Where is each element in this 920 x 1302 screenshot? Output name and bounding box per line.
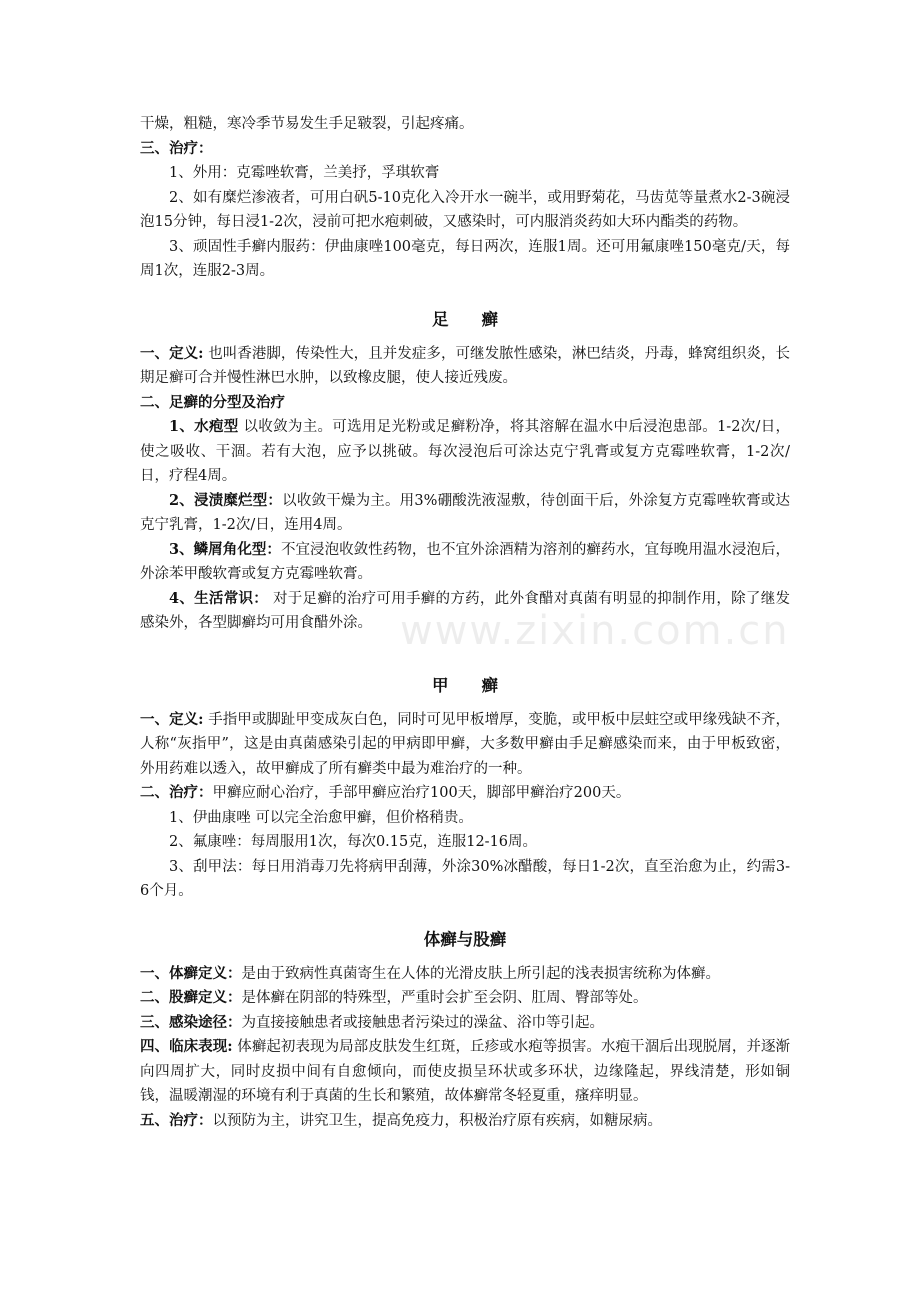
tixuan-row-text: 是体癣在阴部的特殊型，严重时会扩至会阴、肛周、臀部等处。: [241, 990, 648, 1006]
intro-treatment-item: 1、外用：克霉唑软膏，兰美抒，孚琪软膏: [169, 165, 440, 181]
tixuan-row: [140, 1011, 790, 1036]
jiaxuan-treatment-text: 甲癣应耐心治疗，手部甲癣应治疗100天，脚部甲癣治疗200天。: [212, 785, 631, 801]
tixuan-row-label: 三、感染途径：: [140, 1013, 242, 1031]
jiaxuan-treatment-item: 1、伊曲康唑 可以完全治愈甲癣，但价格稍贵。: [169, 809, 473, 826]
tixuan-row-label: 二、股癣定义：: [140, 989, 242, 1006]
zuxuan-type-label: 2、浸渍糜烂型：: [169, 491, 283, 509]
intro-treatment-heading: 三、治疗：: [140, 139, 213, 157]
tixuan-row: [140, 986, 790, 1011]
zuxuan-definition-label: 一、定义:: [140, 344, 204, 362]
section-title-jiaxuan: 甲 癣: [432, 675, 498, 695]
jiaxuan-treatment: [140, 781, 790, 806]
zuxuan-type-text: 对于足癣的治疗可用手癣的方药，此外食醋对真菌有明显的抑制作用，除了继发感染外，各型脚癣均可用食醋外涂。: [140, 590, 790, 631]
zuxuan-type-text: 以收敛为主。可选用足光粉或足癣粉净，将其溶解在温水中后浸泡患部。1-2次/日，使之吸收、干涸。若有大泡，应予以挑破。每次浸泡后可涂达克宁乳膏或复方克霉唑软膏，1-2次/日，疗程4周。: [140, 419, 791, 484]
jiaxuan-definition-text: 手指甲或脚趾甲变成灰白色，同时可见甲板增厚，变脆，或甲板中层蛀空或甲缘残缺不齐，人称“灰指甲”，这是由真菌感染引起的甲病即甲癣，大多数甲癣由手足癣感染而来，由于甲板致密，外用药难以透入，故甲癣成了所有癣类中最为难治疗的一种。: [140, 711, 790, 777]
tixuan-row-text: 是由于致病性真菌寄生在人体的光滑皮肤上所引起的浅表损害统称为体癣。: [241, 965, 720, 982]
zuxuan-type-label: 1、水疱型: [169, 418, 239, 435]
tixuan-row-text: 以预防为主，讲究卫生，提高免疫力，积极治疗原有疾病，如糖尿病。: [212, 1112, 662, 1129]
zuxuan-definition-text: 也叫香港脚，传染性大，且并发症多，可继发脓性感染，淋巴结炎，丹毒，蜂窝组织炎，长期足癣可合并慢性淋巴水肿，以致橡皮腿，使人接近残废。: [140, 345, 790, 386]
tixuan-row-text: 为直接接触患者或接触患者污染过的澡盆、浴巾等引起。: [241, 1014, 604, 1031]
jiaxuan-definition-label: 一、定义:: [140, 710, 204, 728]
zuxuan-definition: [140, 342, 790, 391]
section-title-zuxuan: 足 癣: [432, 309, 498, 329]
zuxuan-types-heading: 二、足癣的分型及治疗: [140, 393, 285, 411]
watermark: www.zixin.com.cn: [400, 608, 790, 654]
intro-continuation: 干燥，粗糙，寒冷季节易发生手足皲裂，引起疼痛。: [140, 116, 474, 132]
jiaxuan-definition: [140, 708, 790, 782]
jiaxuan-treatment-item: 3、刮甲法：每日用消毒刀先将病甲刮薄，外涂30%冰醋酸，每日1-2次，直至治愈为止，约需3-6个月。: [140, 858, 790, 899]
intro-treatment-item: 3、顽固性手癣内服药：伊曲康唑100毫克，每日两次，连服1周。还可用氟康唑150毫克/天，每周1次，连服2-3周。: [140, 238, 790, 279]
intro-treatment-item: 2、如有糜烂渗液者，可用白矾5-10克化入冷开水一碗半，或用野菊花，马齿苋等量煮水2-3碗浸泡15分钟，每日浸1-2次，浸前可把水疱刺破，又感染时，可内服消炎药如大环内酯类的药物。: [140, 189, 790, 230]
zuxuan-type-item: [140, 415, 790, 489]
tixuan-row-label: 四、临床表现:: [140, 1038, 233, 1055]
jiaxuan-treatment-item: 2、氟康唑：每周服用1次，每次0.15克，连服12-16周。: [169, 834, 538, 850]
tixuan-row-text: 体癣起初表现为局部皮肤发生红斑，丘疹或水疱等损害。水疱干涸后出现脱屑，并逐渐向四周扩大，同时皮损中间有自愈倾向，而使皮损呈环状或多环状，边缘隆起，界线清楚，形如铜钱，温暖潮湿的环境有利于真菌的生长和繁殖，故体癣常冬轻夏重，瘙痒明显。: [140, 1039, 791, 1104]
tixuan-row-label: 五、治疗：: [140, 1111, 213, 1129]
section-title-tixuan: 体癣与股癣: [423, 929, 507, 949]
tixuan-row: [140, 1035, 790, 1109]
zuxuan-type-item: [140, 587, 790, 636]
zuxuan-type-text: 以收敛干燥为主。用3%硼酸洗液湿敷，待创面干后，外涂复方克霉唑软膏或达克宁乳膏，1-2次/日，连用4周。: [140, 492, 790, 533]
zuxuan-type-label: 3、鳞屑角化型：: [169, 540, 281, 558]
document-page: [140, 112, 790, 1133]
zuxuan-type-item: [140, 489, 790, 538]
zuxuan-type-item: [140, 538, 790, 587]
tixuan-row: [140, 962, 790, 987]
tixuan-row-label: 一、体癣定义：: [140, 964, 242, 982]
tixuan-row: [140, 1109, 790, 1134]
jiaxuan-treatment-label: 二、治疗：: [140, 784, 213, 801]
zuxuan-type-label: 4、生活常识：: [169, 589, 269, 607]
zuxuan-type-text: 不宜浸泡收敛性药物，也不宜外涂酒精为溶剂的癣药水，宜每晚用温水浸泡后，外涂苯甲酸软膏或复方克霉唑软膏。: [140, 541, 790, 582]
